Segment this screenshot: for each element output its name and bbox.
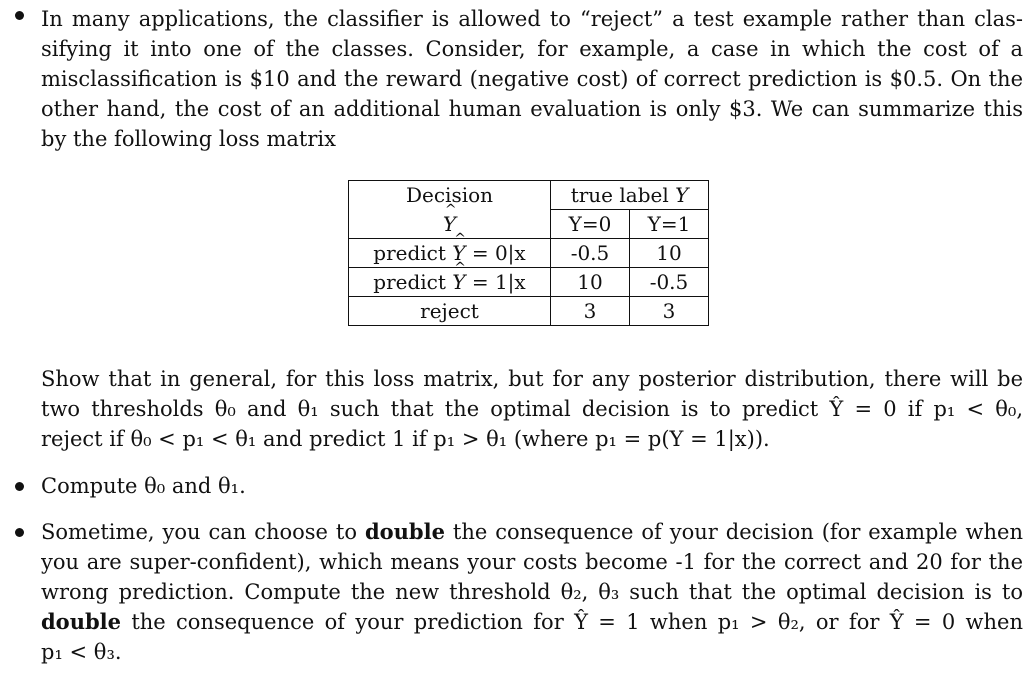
double-line-1 xyxy=(41,517,1023,547)
true-label-text: true label xyxy=(570,183,669,207)
cell-value: -0.5 xyxy=(551,239,630,268)
row-label-predict-0 xyxy=(349,239,551,268)
row-label-text: predict xyxy=(373,270,453,294)
col-y0-header: Y=0 xyxy=(551,210,630,239)
double-line-1-post: the consequence of your decision (for example when xyxy=(444,520,1023,544)
double-line-3: wrong prediction. Compute the new threshold θ₂, θ₃ such that the optimal decision is to xyxy=(41,580,1023,604)
table-header-row-1 xyxy=(349,181,709,210)
decision-symbol-cell xyxy=(349,210,551,239)
row-label-condition: = 0|x xyxy=(465,241,526,265)
cell-value: 3 xyxy=(630,297,709,326)
table-header-row-2 xyxy=(349,210,709,239)
decision-symbol: ^ Y xyxy=(443,210,456,238)
cell-value: -0.5 xyxy=(630,268,709,297)
double-paragraph xyxy=(41,517,1023,667)
col-y1-header: Y=1 xyxy=(630,210,709,239)
table-row xyxy=(349,239,709,268)
double-line-4-post: the consequence of your prediction for Ŷ = 1 when p₁ > θ₂, or for Ŷ = 0 when xyxy=(120,610,1023,634)
row-label-symbol: ^ Y xyxy=(452,268,465,296)
intro-paragraph xyxy=(41,4,1023,154)
intro-line-1: In many applications, the classifier is allowed to “reject” a test example rather than clas- xyxy=(41,7,1023,31)
double-line-4 xyxy=(41,607,1023,637)
compute-line: Compute θ₀ and θ₁. xyxy=(41,474,246,498)
table-row xyxy=(349,268,709,297)
show-paragraph xyxy=(41,364,1023,454)
true-label-symbol: Y xyxy=(675,183,689,207)
bullet-3 xyxy=(12,525,26,539)
table-row xyxy=(349,297,709,326)
cell-value: 10 xyxy=(630,239,709,268)
row-label-text: predict xyxy=(373,241,453,265)
double-line-5: p₁ < θ₃. xyxy=(41,640,122,664)
bullet-1 xyxy=(12,8,26,22)
row-label-condition: = 1|x xyxy=(465,270,526,294)
double-line-1-pre: Sometime, you can choose to xyxy=(41,520,365,544)
cell-value: 10 xyxy=(551,268,630,297)
show-line-1: Show that in general, for this loss matrix, but for any posterior distribution, there will be xyxy=(41,367,1023,391)
loss-matrix-table xyxy=(348,180,709,326)
compute-paragraph xyxy=(41,471,1023,501)
show-line-2: two thresholds θ₀ and θ₁ such that the optimal decision is to predict Ŷ = 0 if p₁ < θ₀, xyxy=(41,397,1023,421)
cell-value: 3 xyxy=(551,297,630,326)
double-bold-2: double xyxy=(41,609,121,634)
intro-line-2: sifying it into one of the classes. Consider, for example, a case in which the cost of a xyxy=(41,37,1023,61)
row-label-symbol: ^ Y xyxy=(452,239,465,267)
bullet-2 xyxy=(12,479,26,493)
row-label-predict-1 xyxy=(349,268,551,297)
row-label-reject: reject xyxy=(349,297,551,326)
intro-line-3: misclassification is $10 and the reward (negative cost) of correct prediction is $0.5. On the xyxy=(41,67,1023,91)
intro-line-4: other hand, the cost of an additional human evaluation is only $3. We can summarize this xyxy=(41,97,1023,121)
true-label-header xyxy=(551,181,709,210)
intro-line-5: by the following loss matrix xyxy=(41,127,336,151)
double-bold-1: double xyxy=(364,519,445,544)
show-line-3: reject if θ₀ < p₁ < θ₁ and predict 1 if p₁ > θ₁ (where p₁ = p(Y = 1|x)). xyxy=(41,427,770,451)
decision-header-label: Decision xyxy=(405,183,494,208)
double-line-2: you are super-confident), which means your costs become -1 for the correct and 20 for the xyxy=(41,550,1023,574)
